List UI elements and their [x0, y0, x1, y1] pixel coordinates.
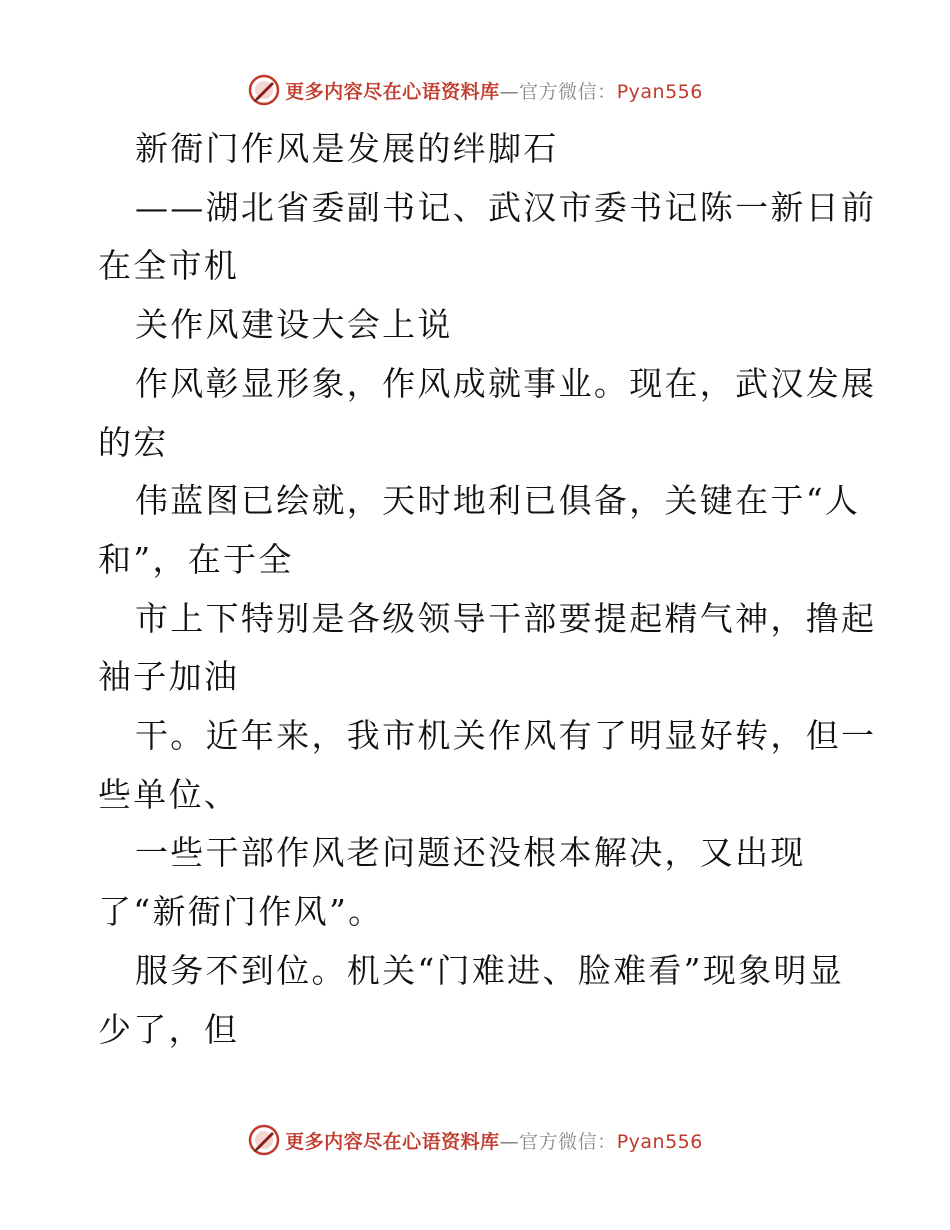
pen-logo-icon	[247, 73, 281, 107]
line-4-cont: 的宏	[98, 422, 169, 462]
pen-logo-icon	[247, 1123, 281, 1157]
line-8-cont: 了“新衙门作风”。	[98, 892, 384, 932]
footer-banner	[0, 1120, 950, 1160]
banner-wechat-id: Pyan556	[616, 1130, 703, 1153]
text-line-2	[98, 179, 888, 296]
line-6-text: 市上下特别是各级领导干部要提起精气神，撸起	[135, 598, 877, 638]
line-7-cont: 些单位、	[98, 774, 240, 814]
line-8-text: 一些干部作风老问题还没根本解决，又出现	[135, 833, 806, 873]
text-line-8	[98, 824, 888, 941]
banner-wechat-label: 官方微信：	[519, 1130, 617, 1153]
line-4-text: 作风彰显形象，作风成就事业。现在，武汉发展	[135, 363, 877, 403]
line-9-text: 服务不到位。机关“门难进、脸难看”现象明显	[135, 950, 845, 990]
text-line-6	[98, 590, 888, 707]
text-line-1	[98, 120, 888, 179]
header-banner	[0, 70, 950, 110]
line-5-text: 伟蓝图已绘就，天时地利已俱备，关键在于“人	[135, 481, 861, 521]
line-9-cont: 少了，但	[98, 1009, 240, 1049]
banner-wechat-id: Pyan556	[616, 80, 703, 103]
banner-text	[285, 1127, 703, 1154]
line-5-cont: 和”，在于全	[98, 539, 294, 579]
banner-wechat-label: 官方微信：	[519, 80, 617, 103]
line-2-text: ——湖北省委副书记、武汉市委书记陈一新日前	[135, 187, 877, 227]
line-2-cont: 在全市机	[98, 246, 240, 286]
line-1-text: 新衙门作风是发展的绊脚石	[135, 129, 559, 168]
text-line-5	[98, 472, 888, 589]
banner-dash: —	[499, 80, 520, 103]
banner-lead: 更多内容尽在心语资料库	[285, 1130, 500, 1153]
text-line-3	[98, 296, 888, 355]
text-line-9	[98, 942, 888, 1059]
banner-dash: —	[499, 1130, 520, 1153]
line-7-text: 干。近年来，我市机关作风有了明显好转，但一	[135, 716, 877, 756]
document-body	[98, 120, 888, 1059]
line-6-cont: 袖子加油	[98, 657, 240, 697]
text-line-4	[98, 355, 888, 472]
banner-lead: 更多内容尽在心语资料库	[285, 80, 500, 103]
line-3-text: 关作风建设大会上说	[135, 305, 453, 345]
text-line-7	[98, 707, 888, 824]
banner-text	[285, 77, 703, 104]
